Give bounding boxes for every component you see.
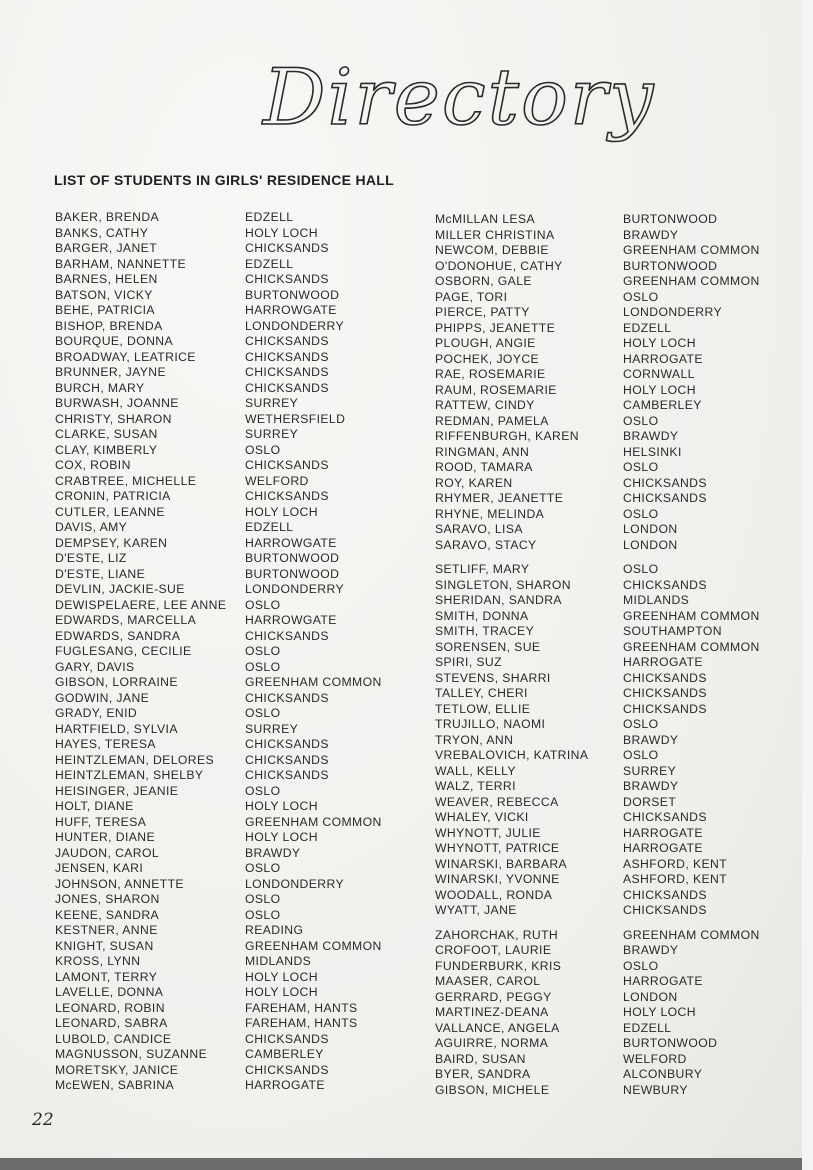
student-name: BARGER, JANET (55, 241, 158, 255)
student-location: ASHFORD, KENT (623, 856, 728, 871)
student-name: HAYES, TERESA (55, 737, 156, 751)
student-location: CHICKSANDS (623, 887, 707, 902)
page-number: 22 (32, 1110, 54, 1130)
student-name: RINGMAN, ANN (435, 444, 530, 459)
student-location: OSLO (623, 562, 659, 576)
student-name: MORETSKY, JANICE (55, 1062, 179, 1077)
student-name: GODWIN, JANE (55, 690, 150, 705)
student-name: VREBALOVICH, KATRINA (435, 748, 589, 762)
student-name: FUNDERBURK, KRIS (435, 958, 562, 973)
student-name: BOURQUE, DONNA (55, 334, 174, 348)
column-names-left (55, 210, 245, 1094)
student-name: GERRARD, PEGGY (435, 989, 552, 1004)
student-location: OSLO (245, 907, 281, 922)
student-location: CHICKSANDS (245, 241, 329, 255)
student-name: HEINTZLEMAN, DELORES (55, 752, 215, 767)
student-location: OSLO (623, 506, 659, 521)
student-location: HARROWGATE (245, 535, 337, 550)
student-name: SARAVO, STACY (435, 537, 537, 552)
student-name: WHALEY, VICKI (435, 810, 529, 824)
student-location: BRAWDY (623, 779, 679, 793)
student-name: HEISINGER, JEANIE (55, 783, 179, 798)
student-location: CAMBERLEY (623, 398, 702, 412)
student-name: SHERIDAN, SANDRA (435, 593, 562, 607)
column-places-left (245, 210, 435, 1094)
student-name: LAMONT, TERRY (55, 969, 158, 984)
names-block-2 (435, 562, 625, 919)
student-location: HARROWGATE (245, 613, 337, 627)
student-location: BURTONWOOD (245, 287, 340, 302)
student-location: HOLY LOCH (623, 1005, 696, 1019)
student-location: LONDONDERRY (245, 582, 344, 596)
student-location: BRAWDY (623, 227, 679, 242)
student-name: BROADWAY, LEATRICE (55, 349, 196, 364)
student-name: McMILLAN LESA (435, 212, 536, 226)
student-name: SPIRI, SUZ (435, 655, 502, 669)
student-name: REDMAN, PAMELA (435, 413, 549, 428)
student-name: LUBOLD, CANDICE (55, 1031, 172, 1046)
student-location: HARROGATE (623, 655, 703, 669)
student-name: PHIPPS, JEANETTE (435, 320, 556, 335)
directory-title (255, 42, 656, 152)
student-name: DAVIS, AMY (55, 520, 128, 534)
student-name: HUFF, TERESA (55, 814, 147, 829)
student-location: CHICKSANDS (623, 475, 707, 490)
places-block-2 (623, 562, 813, 919)
title-text: Directory (263, 53, 656, 143)
student-location: CHICKSANDS (623, 686, 707, 700)
student-location: GREENHAM COMMON (623, 608, 760, 623)
student-name: JAUDON, CAROL (55, 845, 160, 860)
student-location: CHICKSANDS (245, 334, 329, 348)
student-name: WALL, KELLY (435, 763, 516, 778)
student-name: SORENSEN, SUE (435, 639, 541, 654)
student-location: LONDON (623, 522, 678, 536)
student-location: CHICKSANDS (623, 903, 707, 917)
student-location: WETHERSFIELD (245, 411, 346, 426)
student-location: OSLO (623, 460, 659, 474)
student-name: CUTLER, LEANNE (55, 504, 165, 519)
student-location: SOUTHAMPTON (623, 624, 722, 638)
student-name: BATSON, VICKY (55, 287, 153, 302)
student-location: OSLO (623, 748, 659, 762)
student-name: SARAVO, LISA (435, 522, 523, 536)
student-location: OSLO (245, 659, 281, 674)
student-name: DEWISPELAERE, LEE ANNE (55, 597, 227, 612)
student-location: BURTONWOOD (245, 551, 340, 565)
student-name: JOHNSON, ANNETTE (55, 876, 184, 891)
places-block-1 (245, 210, 435, 1094)
student-name: STEVENS, SHARRI (435, 670, 551, 685)
student-location: OSLO (245, 597, 281, 612)
student-location: GREENHAM COMMON (623, 243, 760, 257)
student-location: LONDON (623, 537, 678, 552)
student-name: BANKS, CATHY (55, 225, 149, 240)
student-name: McEWEN, SABRINA (55, 1078, 175, 1092)
student-location: LONDON (623, 989, 678, 1004)
student-name: MILLER CHRISTINA (435, 227, 555, 242)
student-location: GREENHAM COMMON (245, 814, 382, 829)
student-name: WHYNOTT, JULIE (435, 825, 541, 840)
student-name: LAVELLE, DONNA (55, 985, 164, 999)
student-name: MAASER, CAROL (435, 974, 541, 988)
student-location: BRAWDY (623, 943, 679, 957)
student-name: ROY, KAREN (435, 475, 513, 490)
student-location: CHICKSANDS (623, 810, 707, 824)
student-location: CHICKSANDS (623, 701, 707, 716)
student-location: BRAWDY (623, 732, 679, 747)
student-name: BARNES, HELEN (55, 272, 158, 286)
student-location: CHICKSANDS (623, 670, 707, 685)
student-location: EDZELL (245, 210, 294, 224)
student-location: CORNWALL (623, 367, 695, 381)
student-location: CHICKSANDS (245, 380, 329, 395)
student-name: SMITH, DONNA (435, 608, 529, 623)
student-name: KEENE, SANDRA (55, 907, 160, 922)
student-name: HUNTER, DIANE (55, 830, 155, 844)
student-location: EDZELL (623, 1020, 672, 1035)
student-location: EDZELL (623, 320, 672, 335)
student-name: BURWASH, JOANNE (55, 396, 179, 410)
student-name: AGUIRRE, NORMA (435, 1036, 549, 1050)
student-name: SMITH, TRACEY (435, 624, 535, 638)
student-location: HOLY LOCH (245, 985, 318, 999)
student-location: READING (245, 923, 304, 937)
student-location: GREENHAM COMMON (623, 927, 760, 942)
student-location: CHICKSANDS (245, 752, 329, 767)
student-location: CHICKSANDS (245, 365, 329, 379)
student-location: GREENHAM COMMON (245, 675, 382, 689)
names-block-3 (435, 928, 625, 1099)
student-location: LONDONDERRY (623, 305, 722, 319)
student-name: CRONIN, PATRICIA (55, 489, 171, 503)
student-location: CAMBERLEY (245, 1047, 324, 1061)
student-name: RHYNE, MELINDA (435, 506, 545, 521)
student-location: EDZELL (245, 256, 294, 271)
student-name: MAGNUSSON, SUZANNE (55, 1047, 208, 1061)
student-name: TRYON, ANN (435, 732, 514, 747)
student-name: ROOD, TAMARA (435, 460, 533, 474)
student-location: SURREY (245, 396, 299, 410)
student-location: CHICKSANDS (245, 349, 329, 364)
student-location: ASHFORD, KENT (623, 872, 728, 886)
student-location: ALCONBURY (623, 1067, 703, 1081)
student-name: DEVLIN, JACKIE-SUE (55, 582, 185, 596)
student-location: OSLO (245, 706, 281, 720)
student-name: OSBORN, GALE (435, 274, 532, 288)
student-name: RAE, ROSEMARIE (435, 367, 546, 381)
student-name: GIBSON, MICHELE (435, 1082, 550, 1097)
student-name: EDWARDS, SANDRA (55, 628, 181, 643)
student-location: CHICKSANDS (245, 737, 329, 751)
student-name: JONES, SHARON (55, 892, 160, 906)
student-name: WINARSKI, YVONNE (435, 872, 560, 886)
student-location: BURTONWOOD (245, 566, 340, 581)
student-name: D'ESTE, LIZ (55, 551, 127, 565)
student-name: WINARSKI, BARBARA (435, 856, 568, 871)
student-location: OSLO (623, 958, 659, 973)
student-name: RHYMER, JEANETTE (435, 491, 564, 505)
student-name: VALLANCE, ANGELA (435, 1020, 560, 1035)
student-location: EDZELL (245, 520, 294, 534)
student-location: OSLO (245, 861, 281, 875)
student-location: OSLO (245, 892, 281, 906)
student-location: HARROGATE (623, 974, 703, 988)
student-name: LEONARD, ROBIN (55, 1000, 165, 1015)
student-location: BURTONWOOD (623, 1036, 718, 1050)
student-location: HARROGATE (245, 1078, 325, 1092)
student-name: DEMPSEY, KAREN (55, 535, 168, 550)
student-location: MIDLANDS (245, 954, 312, 968)
student-location: HARROGATE (623, 841, 703, 855)
student-location: OSLO (623, 413, 659, 428)
student-name: RATTEW, CINDY (435, 398, 535, 412)
places-block-3 (623, 928, 813, 1099)
student-location: HOLY LOCH (623, 382, 696, 397)
student-location: BURTONWOOD (623, 212, 718, 226)
student-name: CHRISTY, SHARON (55, 411, 172, 426)
student-location: FAREHAM, HANTS (245, 1000, 358, 1015)
student-name: BEHE, PATRICIA (55, 303, 155, 317)
column-names-right (435, 212, 625, 1098)
student-location: CHICKSANDS (245, 1062, 329, 1077)
student-name: COX, ROBIN (55, 458, 131, 472)
student-location: HARROGATE (623, 351, 703, 366)
student-location: HARROGATE (623, 825, 703, 840)
student-location: HOLY LOCH (245, 799, 318, 813)
student-name: PIERCE, PATTY (435, 305, 530, 319)
student-name: BURCH, MARY (55, 380, 145, 395)
student-name: O'DONOHUE, CATHY (435, 258, 563, 273)
student-name: KESTNER, ANNE (55, 923, 158, 937)
student-name: PAGE, TORI (435, 289, 508, 304)
student-location: OSLO (245, 783, 281, 798)
student-name: KNIGHT, SUSAN (55, 938, 154, 953)
title-lettering (255, 42, 656, 152)
student-name: WEAVER, REBECCA (435, 794, 559, 809)
student-name: HEINTZLEMAN, SHELBY (55, 768, 204, 782)
student-location: SURREY (245, 427, 299, 441)
list-heading: LIST OF STUDENTS IN GIRLS' RESIDENCE HALL (54, 172, 394, 188)
student-location: BRAWDY (623, 429, 679, 443)
student-name: HOLT, DIANE (55, 799, 134, 813)
student-name: TRUJILLO, NAOMI (435, 717, 546, 731)
student-name: WYATT, JANE (435, 903, 517, 917)
student-name: CROFOOT, LAURIE (435, 943, 552, 957)
student-location: HARROWGATE (245, 303, 337, 317)
student-name: D'ESTE, LIANE (55, 566, 146, 581)
student-location: HOLY LOCH (245, 830, 318, 844)
student-location: DORSET (623, 794, 677, 809)
student-name: TETLOW, ELLIE (435, 701, 531, 716)
student-location: CHICKSANDS (245, 768, 329, 782)
student-name: WHYNOTT, PATRICE (435, 841, 560, 855)
student-location: GREENHAM COMMON (623, 274, 760, 288)
bottom-edge (0, 1158, 802, 1170)
student-name: HARTFIELD, SYLVIA (55, 721, 178, 736)
student-location: CHICKSANDS (245, 628, 329, 643)
student-location: LONDONDERRY (245, 318, 344, 333)
student-name: FUGLESANG, CECILIE (55, 644, 192, 658)
student-location: GREENHAM COMMON (245, 938, 382, 953)
student-location: WELFORD (623, 1051, 687, 1066)
student-location: HOLY LOCH (245, 969, 318, 984)
student-location: OSLO (245, 644, 281, 658)
student-name: BARHAM, NANNETTE (55, 256, 186, 271)
student-name: MARTINEZ-DEANA (435, 1005, 549, 1019)
student-name: BYER, SANDRA (435, 1067, 531, 1081)
student-location: HOLY LOCH (245, 504, 318, 519)
student-location: CHICKSANDS (245, 1031, 329, 1046)
student-name: GARY, DAVIS (55, 659, 135, 674)
student-name: RIFFENBURGH, KAREN (435, 429, 579, 443)
student-name: NEWCOM, DEBBIE (435, 243, 549, 257)
student-name: CLAY, KIMBERLY (55, 442, 158, 457)
student-location: CHICKSANDS (245, 489, 329, 503)
places-block-1 (623, 212, 813, 553)
student-location: CHICKSANDS (245, 690, 329, 705)
student-location: NEWBURY (623, 1082, 688, 1097)
student-location: FAREHAM, HANTS (245, 1016, 358, 1030)
student-name: JENSEN, KARI (55, 861, 144, 875)
student-name: SETLIFF, MARY (435, 562, 530, 576)
student-name: BISHOP, BRENDA (55, 318, 163, 333)
student-location: CHICKSANDS (623, 577, 707, 592)
student-name: GIBSON, LORRAINE (55, 675, 178, 689)
student-location: BRAWDY (245, 845, 301, 860)
student-name: RAUM, ROSEMARIE (435, 382, 557, 397)
student-name: BAIRD, SUSAN (435, 1051, 526, 1066)
student-name: CRABTREE, MICHELLE (55, 473, 197, 488)
student-location: HOLY LOCH (623, 336, 696, 350)
student-name: WOODALL, RONDA (435, 887, 553, 902)
student-location: MIDLANDS (623, 593, 690, 607)
student-location: CHICKSANDS (245, 272, 329, 286)
student-location: BURTONWOOD (623, 258, 718, 273)
student-name: BRUNNER, JAYNE (55, 365, 167, 379)
student-location: SURREY (623, 763, 677, 778)
names-block-1 (55, 210, 245, 1094)
student-name: BAKER, BRENDA (55, 210, 160, 224)
student-name: EDWARDS, MARCELLA (55, 613, 197, 627)
student-location: CHICKSANDS (245, 458, 329, 472)
student-location: GREENHAM COMMON (623, 639, 760, 654)
student-location: OSLO (245, 442, 281, 457)
student-location: OSLO (623, 289, 659, 304)
student-location: HOLY LOCH (245, 225, 318, 240)
student-name: SINGLETON, SHARON (435, 577, 571, 592)
student-name: GRADY, ENID (55, 706, 138, 720)
column-places-right (623, 212, 813, 1098)
student-location: WELFORD (245, 473, 309, 488)
student-name: KROSS, LYNN (55, 954, 141, 968)
student-name: WALZ, TERRI (435, 779, 516, 793)
student-name: CLARKE, SUSAN (55, 427, 158, 441)
student-name: LEONARD, SABRA (55, 1016, 168, 1030)
student-location: HELSINKI (623, 444, 682, 459)
student-location: LONDONDERRY (245, 876, 344, 891)
student-name: PLOUGH, ANGIE (435, 336, 536, 350)
student-location: SURREY (245, 721, 299, 736)
names-block-1 (435, 212, 625, 553)
student-location: OSLO (623, 717, 659, 731)
student-name: POCHEK, JOYCE (435, 351, 540, 366)
student-name: ZAHORCHAK, RUTH (435, 927, 559, 942)
student-name: TALLEY, CHERI (435, 686, 528, 700)
student-location: CHICKSANDS (623, 491, 707, 505)
